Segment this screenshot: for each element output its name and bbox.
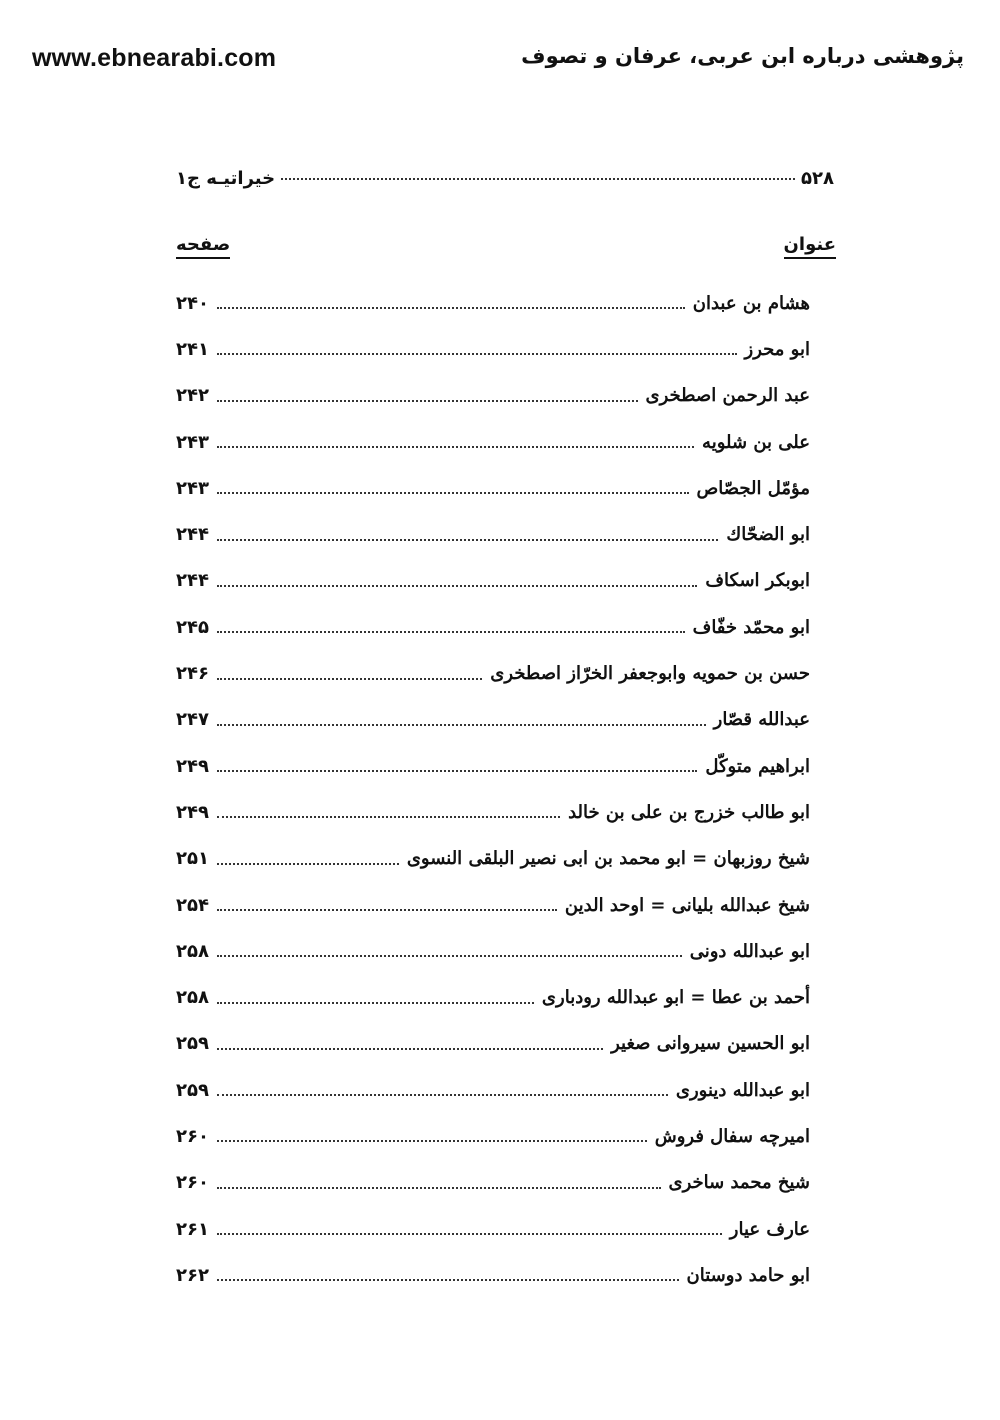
toc-entry[interactable]: [176, 1206, 810, 1252]
toc-entry[interactable]: [176, 558, 810, 604]
column-headers: [176, 234, 836, 259]
toc-entry-title: حسن بن حمویه وابوجعفر الخرّاز اصطخری: [490, 663, 810, 685]
toc-entry-title: ابو طالب خزرج بن علی بن خالد: [568, 801, 810, 823]
toc-entry[interactable]: [176, 697, 810, 743]
page-column-header: صفحه: [176, 234, 230, 259]
toc-entry[interactable]: [176, 928, 810, 974]
toc-entry-page: ۲۶۰: [176, 1172, 209, 1194]
toc-entry-page: ۲۴۷: [176, 709, 209, 731]
leader-dots: [217, 539, 718, 541]
toc-entry-page: ۲۵۸: [176, 987, 209, 1009]
toc-entry[interactable]: [176, 419, 810, 465]
leader-dots: [217, 1140, 647, 1142]
toc-entry-page: ۲۵۹: [176, 1033, 209, 1055]
leader-dots: [217, 1048, 603, 1050]
toc-entry-title: ابو محرز: [744, 338, 810, 360]
toc-entry-title: شیخ محمد ساخری: [668, 1172, 810, 1194]
toc-entry[interactable]: [176, 1067, 810, 1113]
toc-entry-page: ۲۴۶: [176, 663, 209, 685]
toc-entry-title: أحمد بن عطا = ابو عبدالله رودباری: [541, 987, 810, 1009]
leader-dots: [281, 178, 795, 180]
leader-dots: [217, 307, 685, 309]
toc-entry-title: ابو عبدالله دونی: [689, 940, 810, 962]
toc-entry-page: ۲۴۹: [176, 755, 209, 777]
leader-dots: [217, 678, 482, 680]
toc-entry-page: ۲۴۳: [176, 477, 209, 499]
toc-entry-title: ابو عبدالله دینوری: [675, 1079, 810, 1101]
toc-entry[interactable]: [176, 882, 810, 928]
toc-entry[interactable]: [176, 650, 810, 696]
running-head: [176, 168, 834, 189]
toc-entry[interactable]: [176, 743, 810, 789]
leader-dots: [217, 1187, 661, 1189]
leader-dots: [217, 492, 689, 494]
section-title: خیراتیـه ج۱: [176, 168, 276, 189]
toc-entry-title: امیرچه سفال فروش: [654, 1125, 810, 1147]
toc-entry[interactable]: [176, 1113, 810, 1159]
table-of-contents: [176, 280, 810, 1299]
toc-entry[interactable]: [176, 511, 810, 557]
toc-entry-title: ابو الضحّاك: [726, 524, 810, 546]
leader-dots: [217, 863, 399, 865]
toc-entry[interactable]: [176, 1252, 810, 1298]
leader-dots: [217, 955, 682, 957]
leader-dots: [217, 446, 694, 448]
toc-entry[interactable]: [176, 465, 810, 511]
toc-entry[interactable]: [176, 974, 810, 1020]
toc-entry-title: عبدالله قصّار: [713, 709, 810, 731]
toc-entry-title: عبد الرحمن اصطخری: [645, 385, 810, 407]
book-title: پژوهشی درباره ابن عربی، عرفان و تصوف: [521, 44, 964, 68]
toc-entry-title: مؤمّل الجصّاص: [696, 477, 810, 499]
toc-entry[interactable]: [176, 1021, 810, 1067]
leader-dots: [217, 1279, 679, 1281]
toc-entry-page: ۲۵۱: [176, 848, 209, 870]
toc-entry-page: ۲۴۱: [176, 338, 209, 360]
toc-entry-title: ابوبکر اسکاف: [705, 570, 810, 592]
toc-entry[interactable]: [176, 789, 810, 835]
toc-entry-title: ابو حامد دوستان: [686, 1264, 810, 1286]
toc-entry[interactable]: [176, 326, 810, 372]
toc-entry-page: ۲۶۲: [176, 1264, 209, 1286]
toc-entry-title: شیخ عبدالله بلیانی = اوحد الدین: [564, 894, 810, 916]
leader-dots: [217, 816, 560, 818]
toc-entry[interactable]: [176, 373, 810, 419]
toc-entry[interactable]: [176, 604, 810, 650]
leader-dots: [217, 1233, 722, 1235]
toc-entry-page: ۲۴۹: [176, 801, 209, 823]
page-number: ۵۲۸: [801, 168, 834, 189]
toc-entry-page: ۲۴۴: [176, 570, 209, 592]
toc-entry-page: ۲۴۲: [176, 385, 209, 407]
toc-entry-title: علی بن شلویه: [702, 431, 810, 453]
leader-dots: [217, 1002, 534, 1004]
toc-entry-page: ۲۴۳: [176, 431, 209, 453]
leader-dots: [217, 585, 697, 587]
toc-entry-page: ۲۵۸: [176, 940, 209, 962]
toc-entry-title: عارف عیار: [729, 1218, 810, 1240]
leader-dots: [217, 770, 697, 772]
leader-dots: [217, 353, 737, 355]
toc-entry-title: ابو محمّد خفّاف: [692, 616, 810, 638]
toc-entry-title: ابو الحسین سیروانی صغیر: [611, 1033, 810, 1055]
toc-entry-page: ۲۴۵: [176, 616, 209, 638]
leader-dots: [217, 909, 557, 911]
toc-entry-page: ۲۵۹: [176, 1079, 209, 1101]
toc-entry[interactable]: [176, 1160, 810, 1206]
toc-entry-page: ۲۴۴: [176, 524, 209, 546]
site-url: www.ebnearabi.com: [32, 44, 277, 72]
leader-dots: [217, 400, 638, 402]
toc-entry-page: ۲۴۰: [176, 292, 209, 314]
toc-entry-page: ۲۵۴: [176, 894, 209, 916]
leader-dots: [217, 631, 685, 633]
toc-entry-title: ابراهیم متوکّل: [705, 755, 810, 777]
toc-entry[interactable]: [176, 836, 810, 882]
leader-dots: [217, 1094, 668, 1096]
toc-entry-title: هشام بن عبدان: [692, 292, 810, 314]
toc-entry-page: ۲۶۱: [176, 1218, 209, 1240]
toc-entry[interactable]: [176, 280, 810, 326]
title-column-header: عنوان: [784, 234, 836, 259]
toc-entry-title: شیخ روزبهان = ابو محمد بن ابی نصیر البلقی النسوی: [406, 848, 810, 870]
leader-dots: [217, 724, 706, 726]
toc-entry-page: ۲۶۰: [176, 1125, 209, 1147]
